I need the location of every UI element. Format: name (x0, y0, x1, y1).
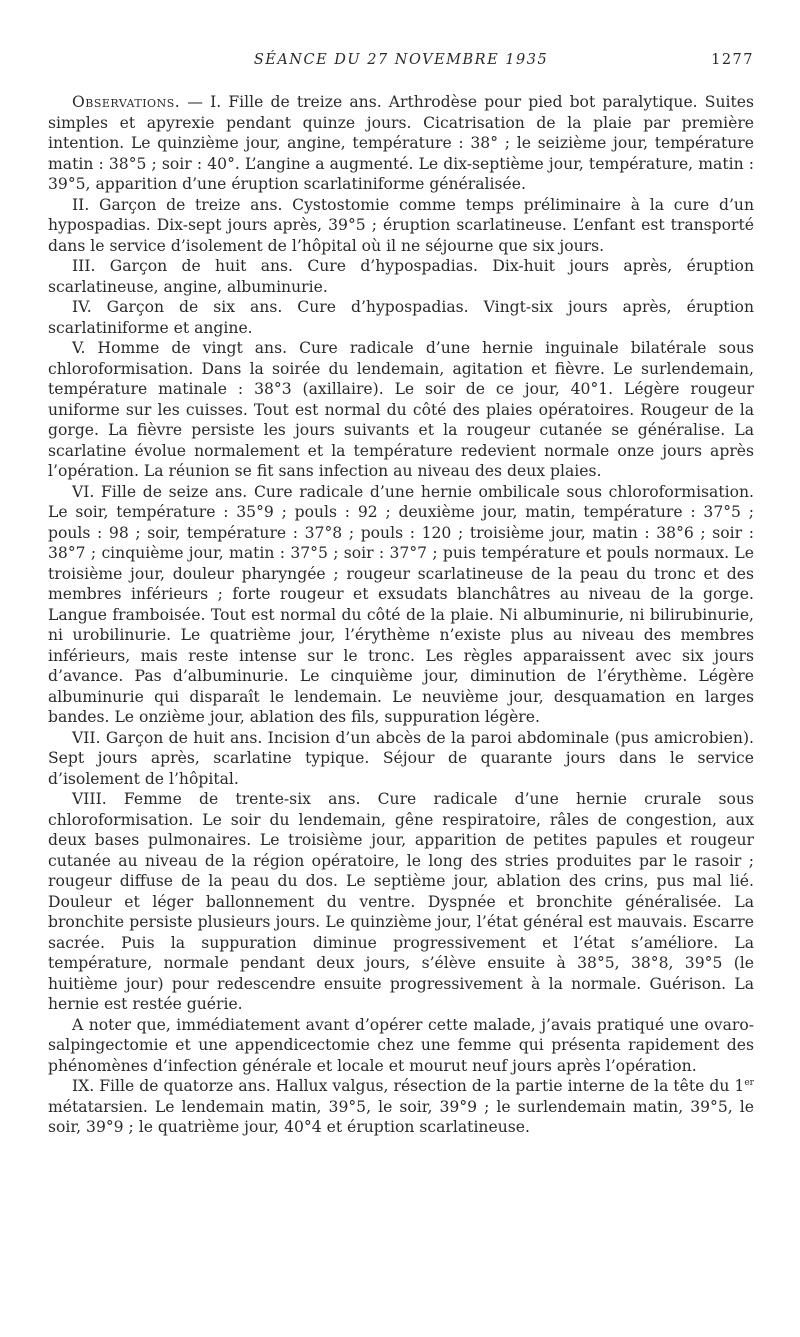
paragraph-observation-3: III. Garçon de huit ans. Cure d’hypospadias. Dix-huit jours après, éruption scarlatineuse, angine, albuminurie. (48, 257, 754, 296)
running-header (48, 52, 754, 76)
paragraph-note: A noter que, immédiatement avant d’opérer cette malade, j’avais pratiqué une ovaro-salpingectomie et une appendicectomie chez une femme qui présenta rapidement des phénomènes d’infection générale et locale et mourut neuf jours après l’opération. (48, 1015, 754, 1075)
superscript: er (744, 1077, 754, 1088)
paragraph-observation-5: V. Homme de vingt ans. Cure radicale d’une hernie inguinale bilatérale sous chloroformisation. Dans la soirée du lendemain, agitation et fièvre. Le surlendemain, température matinale : 38°3 (axillaire). Le soir de ce jour, 40°1. Légère rougeur uniforme sur les cuisses. Tout est normal du côté des plaies opératoires. Rougeur de la gorge. La fièvre persiste les jours suivants et la rougeur cutanée se généralise. La scarlatine évolue normalement et la température redevient normale onze jours après l’opération. La réunion se fit sans infection au niveau des deux plaies. (48, 339, 754, 480)
paragraph-text: IX. Fille de quatorze ans. Hallux valgus, résection de la partie interne de la tête du 1 (72, 1077, 745, 1095)
page-number: 1277 (711, 52, 754, 68)
paragraph-observation-4: IV. Garçon de six ans. Cure d’hypospadias. Vingt-six jours après, éruption scarlatiniforme et angine. (48, 298, 754, 337)
paragraph-text: — I. Fille de treize ans. Arthrodèse pour pied bot paralytique. Suites simples et apyrexie pendant quinze jours. Cicatrisation de la plaie par première intention. Le quinzième jour, angine, température : 38° ; le seizième jour, température matin : 38°5 ; soir : 40°. L’angine a augmenté. Le dix-septième jour, température, matin : 39°5, apparition d’une éruption scarlatiniforme généralisée. (48, 93, 754, 193)
paragraph-observation-6: VI. Fille de seize ans. Cure radicale d’une hernie ombilicale sous chloroformisation. Le soir, température : 35°9 ; pouls : 92 ; deuxième jour, matin, température : 37°5 ; pouls : 98 ; soir, température : 37°8 ; pouls : 120 ; troisième jour, matin : 38°6 ; soir : 38°7 ; cinquième jour, matin : 37°5 ; soir : 37°7 ; puis température et pouls normaux. Le troisième jour, douleur pharyngée ; rougeur scarlatineuse de la peau du tronc et des membres inférieurs ; forte rougeur et exsudats blanchâtres au niveau de la gorge. Langue framboisée. Tout est normal du côté de la plaie. Ni albuminurie, ni bilirubinurie, ni urobilinurie. Le quatrième jour, l’érythème n’existe plus au niveau des membres inférieurs, mais reste intense sur le tronc. Les règles apparaissent avec six jours d’avance. Pas d’albuminurie. Le cinquième jour, diminution de l’érythème. Légère albuminurie qui disparaît le lendemain. Le neuvième jour, desquamation en larges bandes. Le onzième jour, ablation des fils, suppuration légère. (48, 482, 754, 726)
paragraph-observation-2: II. Garçon de treize ans. Cystostomie comme temps préliminaire à la cure d’un hypospadias. Dix-sept jours après, 39°5 ; éruption scarlatineuse. L’enfant est transporté dans le service d’isolement de l’hôpital où il ne séjourne que six jours. (48, 195, 754, 255)
paragraph-observation-8: VIII. Femme de trente-six ans. Cure radicale d’une hernie crurale sous chloroformisation. Le soir du lendemain, gêne respiratoire, râles de congestion, aux deux bases pulmonaires. Le troisième jour, apparition de petites papules et rougeur cutanée au niveau de la région opératoire, le long des stries produites par le rasoir ; rougeur diffuse de la peau du dos. Le septième jour, ablation des crins, pus mal lié. Douleur et léger ballonnement du ventre. Dyspnée et bronchite généralisée. La bronchite persiste plusieurs jours. Le quinzième jour, l’état général est mauvais. Escarre sacrée. Puis la suppuration diminue progressivement et l’état s’améliore. La température, normale pendant deux jours, s’élève ensuite à 38°5, 38°8, 39°5 (le huitième jour) pour redescendre ensuite progressivement à la normale. Guérison. La hernie est restée guérie. (48, 790, 754, 1013)
observations-heading: Observations. (72, 93, 181, 111)
paragraph-observation-1 (48, 92, 754, 195)
paragraph-observation-7: VII. Garçon de huit ans. Incision d’un abcès de la paroi abdominale (pus amicrobien). Sept jours après, scarlatine typique. Séjour de quarante jours dans le service d’isolement de l’hôpital. (48, 728, 754, 788)
document-page (48, 52, 754, 1138)
header-title: SÉANCE DU 27 NOVEMBRE 1935 (253, 52, 549, 68)
paragraph-text: métatarsien. Le lendemain matin, 39°5, le soir, 39°9 ; le surlendemain matin, 39°5, le soir, 39°9 ; le quatrième jour, 40°4 et éruption scarlatineuse. (48, 1097, 754, 1136)
body-text (48, 92, 754, 1138)
paragraph-observation-9 (48, 1076, 754, 1138)
